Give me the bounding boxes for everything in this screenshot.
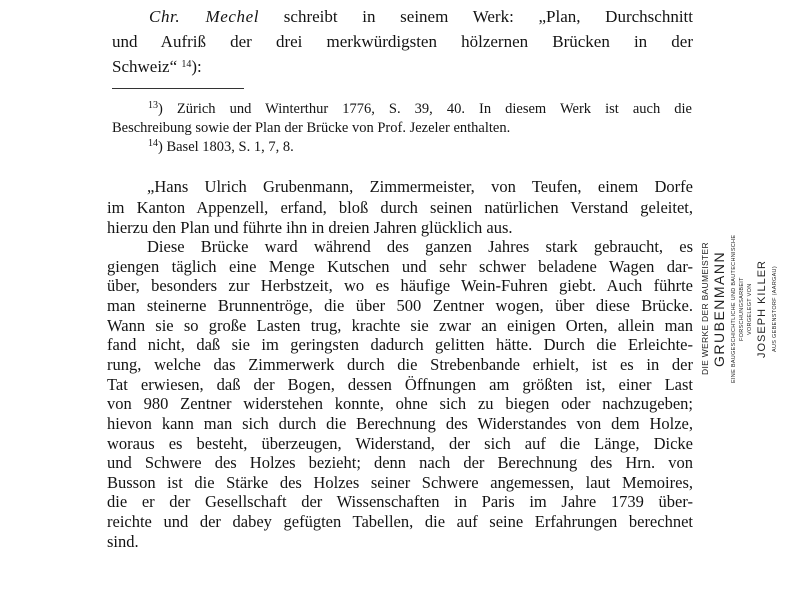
body-line: die er der Gesellschaft der Wissenschaften in Paris im Jahre 1739 über- — [107, 492, 693, 511]
footnote-14-marker: 14 — [148, 138, 158, 149]
body-line: „Hans Ulrich Grubenmann, Zimmermeister, von Teufen, einem Dorfe — [147, 177, 693, 196]
footnote-rule — [112, 88, 244, 89]
body-line: Busson ist die Stärke des Holzes seiner Schwere angemessen, laut Memoires, — [107, 473, 693, 492]
intro-line-1-text: schreibt in seinem Werk: „Plan, Durchschnitt — [259, 7, 693, 26]
body-line: Wann sie so große Lasten trug, krachte sie zwar an einigen Orten, allein man — [107, 316, 693, 335]
intro-line-3-end: ): — [191, 57, 202, 76]
spine-series: DIE WERKE DER BAUMEISTER — [700, 242, 710, 376]
footnote-13-line-2: Beschreibung sowie der Plan der Brücke von Prof. Jezeler enthalten. — [112, 120, 511, 136]
body-line: von 980 Zentner widerstehen konnte, ohne sich zu biegen oder nachzugeben; — [107, 394, 693, 413]
body-line: Tat erwiesen, daß der Bogen, dessen Öffnungen am größten ist, einer Last — [107, 375, 693, 394]
spine-subtitle-1: EINE BAUGESCHICHTLICHE UND BAUTECHNISCHE — [731, 234, 737, 384]
body-line: über, besonders zur Herbstzeit, wo es häufige Wein-Fuhren giebt. Auch führte — [107, 276, 693, 295]
footnote-14 — [148, 137, 294, 157]
body-line: sind. — [107, 532, 139, 551]
spine-author: JOSEPH KILLER — [756, 260, 768, 358]
body-line: und Schwere des Holzes bezieht; denn nach der Berechnung des Hrn. von — [107, 453, 693, 472]
footnote-13-line-1 — [148, 99, 692, 119]
footnote-ref-14: 14 — [181, 59, 192, 70]
intro-line-2: und Aufriß der drei merkwürdigsten hölzernen Brücken in der — [112, 32, 693, 51]
intro-line-3 — [112, 57, 202, 77]
body-line: reichte und der dabey gefügten Tabellen, die auf seine Erfahrungen berechnet — [107, 512, 693, 531]
author-name: Chr. Mechel — [149, 7, 260, 26]
intro-line-3-text: Schweiz“ — [112, 57, 178, 76]
body-line: giengen täglich eine Menge Kutschen und sehr schwer beladene Wagen dar- — [107, 257, 693, 276]
spine-subtitle-2: FORSCHUNGSARBEIT — [739, 277, 745, 341]
book-spine-label — [700, 228, 790, 390]
body-line: Diese Brücke ward während des ganzen Jahres stark gebraucht, es — [147, 237, 693, 256]
intro-line-1 — [149, 7, 693, 27]
footnote-13-marker: 13 — [148, 100, 158, 111]
footnote-13-text: ) Zürich und Winterthur 1776, S. 39, 40. In diesem Werk ist auch die — [158, 101, 692, 117]
body-line: hievon kann man sich durch die Berechnung des Widerstandes von dem Holze, — [107, 414, 693, 433]
body-line: im Kanton Appenzell, erfand, bloß durch seinen natürlichen Verstand geleitet, — [107, 198, 693, 217]
body-line: rung, welche das Zimmerwerk durch die Strebenbande erhielt, ist es in der — [107, 355, 693, 374]
footnote-14-text: ) Basel 1803, S. 1, 7, 8. — [158, 139, 294, 155]
body-line: hierzu den Plan und führte ihn in dreien Jahren glücklich aus. — [107, 218, 513, 237]
spine-location: AUS GEBENSTORF (AARGAU) — [772, 266, 778, 352]
body-line: woraus es besteht, überzeugen, Widerstand, der sich auf die Länge, Dicke — [107, 434, 693, 453]
spine-title: GRUBENMANN — [711, 250, 727, 368]
spine-by: VORGELEGT VON — [747, 283, 753, 335]
body-line: man steinerne Brunnentröge, die über 500 Zentner wogen, über diese Brücke. — [107, 296, 693, 315]
body-line: fand nicht, daß sie im geringsten dadurch gelitten hätte. Durch die Erleichte- — [107, 335, 693, 354]
